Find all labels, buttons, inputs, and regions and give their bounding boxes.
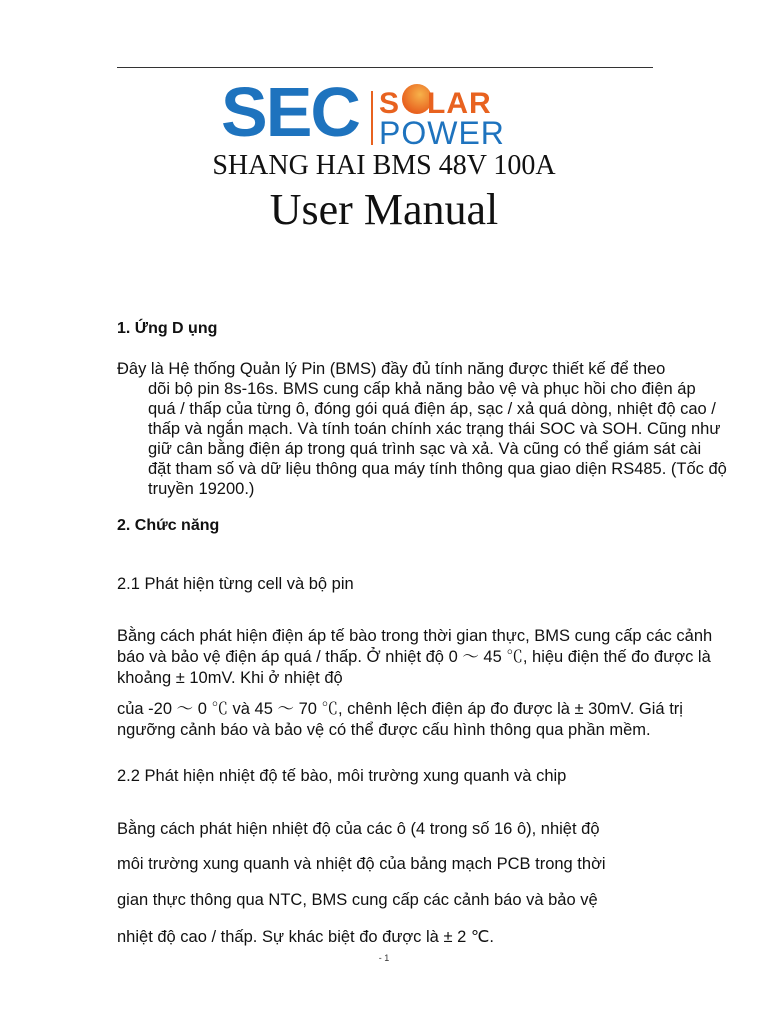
logo-power-text: POWER	[379, 115, 505, 151]
section-2-heading: 2. Chức năng	[117, 517, 220, 534]
subsection-2-2-line-3: gian thực thông qua NTC, BMS cung cấp các cảnh báo và bảo vệ	[117, 891, 598, 909]
section-1-heading: 1. Ứng D ụng	[117, 320, 218, 337]
logo-divider	[371, 91, 373, 145]
logo-solar-s: S	[379, 87, 401, 120]
subsection-2-1-paragraph-1: Bằng cách phát hiện điện áp tế bào trong thời gian thực, BMS cung cấp các cảnh báo và bảo vệ điện áp quá / thấp. Ở nhiệt độ 0 ～ 45 ℃, hiệu điện thế đo được là khoảng ± 10mV. Khi ở nhiệt độ	[117, 627, 713, 687]
subsection-2-2-line-2: môi trường xung quanh và nhiệt độ của bảng mạch PCB trong thời	[117, 855, 606, 873]
document-title: User Manual	[269, 185, 499, 234]
subsection-2-2-heading: 2.2 Phát hiện nhiệt độ tế bào, môi trường xung quanh và chip	[117, 767, 567, 785]
document-subtitle: SHANG HAI BMS 48V 100A	[212, 150, 556, 181]
section-1-paragraph	[117, 359, 727, 499]
sec-solar-power-logo	[221, 73, 511, 151]
subsection-2-2-line-1: Bằng cách phát hiện nhiệt độ của các ô (4 trong số 16 ô), nhiệt độ	[117, 820, 600, 838]
subsection-2-1-heading: 2.1 Phát hiện từng cell và bộ pin	[117, 575, 354, 593]
section-1-rest: dõi bộ pin 8s-16s. BMS cung cấp khả năng bảo vệ và phục hồi cho điện áp quá / thấp của từng ô, đóng gói quá điện áp, sạc / xả quá dòng, nhiệt độ cao / thấp và ngắn mạch. Và tính toán chính xác trạng thái SOC và SOH. Cũng như giữ cân bằng điện áp trong quá trình sạc và xả. Và cũng có thể giám sát cài đặt tham số và dữ liệu thông qua máy tính thông qua giao diện RS485. (Tốc độ truyền 19200.)	[148, 380, 727, 498]
top-rule	[117, 67, 653, 68]
subsection-2-1-paragraph-2: của -20 ～ 0 ℃ và 45 ～ 70 ℃, chênh lệch điện áp đo được là ± 30mV. Giá trị ngưỡng cảnh báo và bảo vệ có thể được cấu hình thông qua phần mềm.	[117, 700, 683, 739]
logo-sec-text: SEC	[221, 73, 359, 151]
logo-solar-rest: LAR	[427, 87, 492, 120]
section-1-first-line: Đây là Hệ thống Quản lý Pin (BMS) đầy đủ tính năng được thiết kế để theo	[117, 360, 666, 378]
page-number: - 1	[378, 953, 390, 963]
subsection-2-2-line-4: nhiệt độ cao / thấp. Sự khác biệt đo được là ± 2 ℃.	[117, 928, 494, 946]
